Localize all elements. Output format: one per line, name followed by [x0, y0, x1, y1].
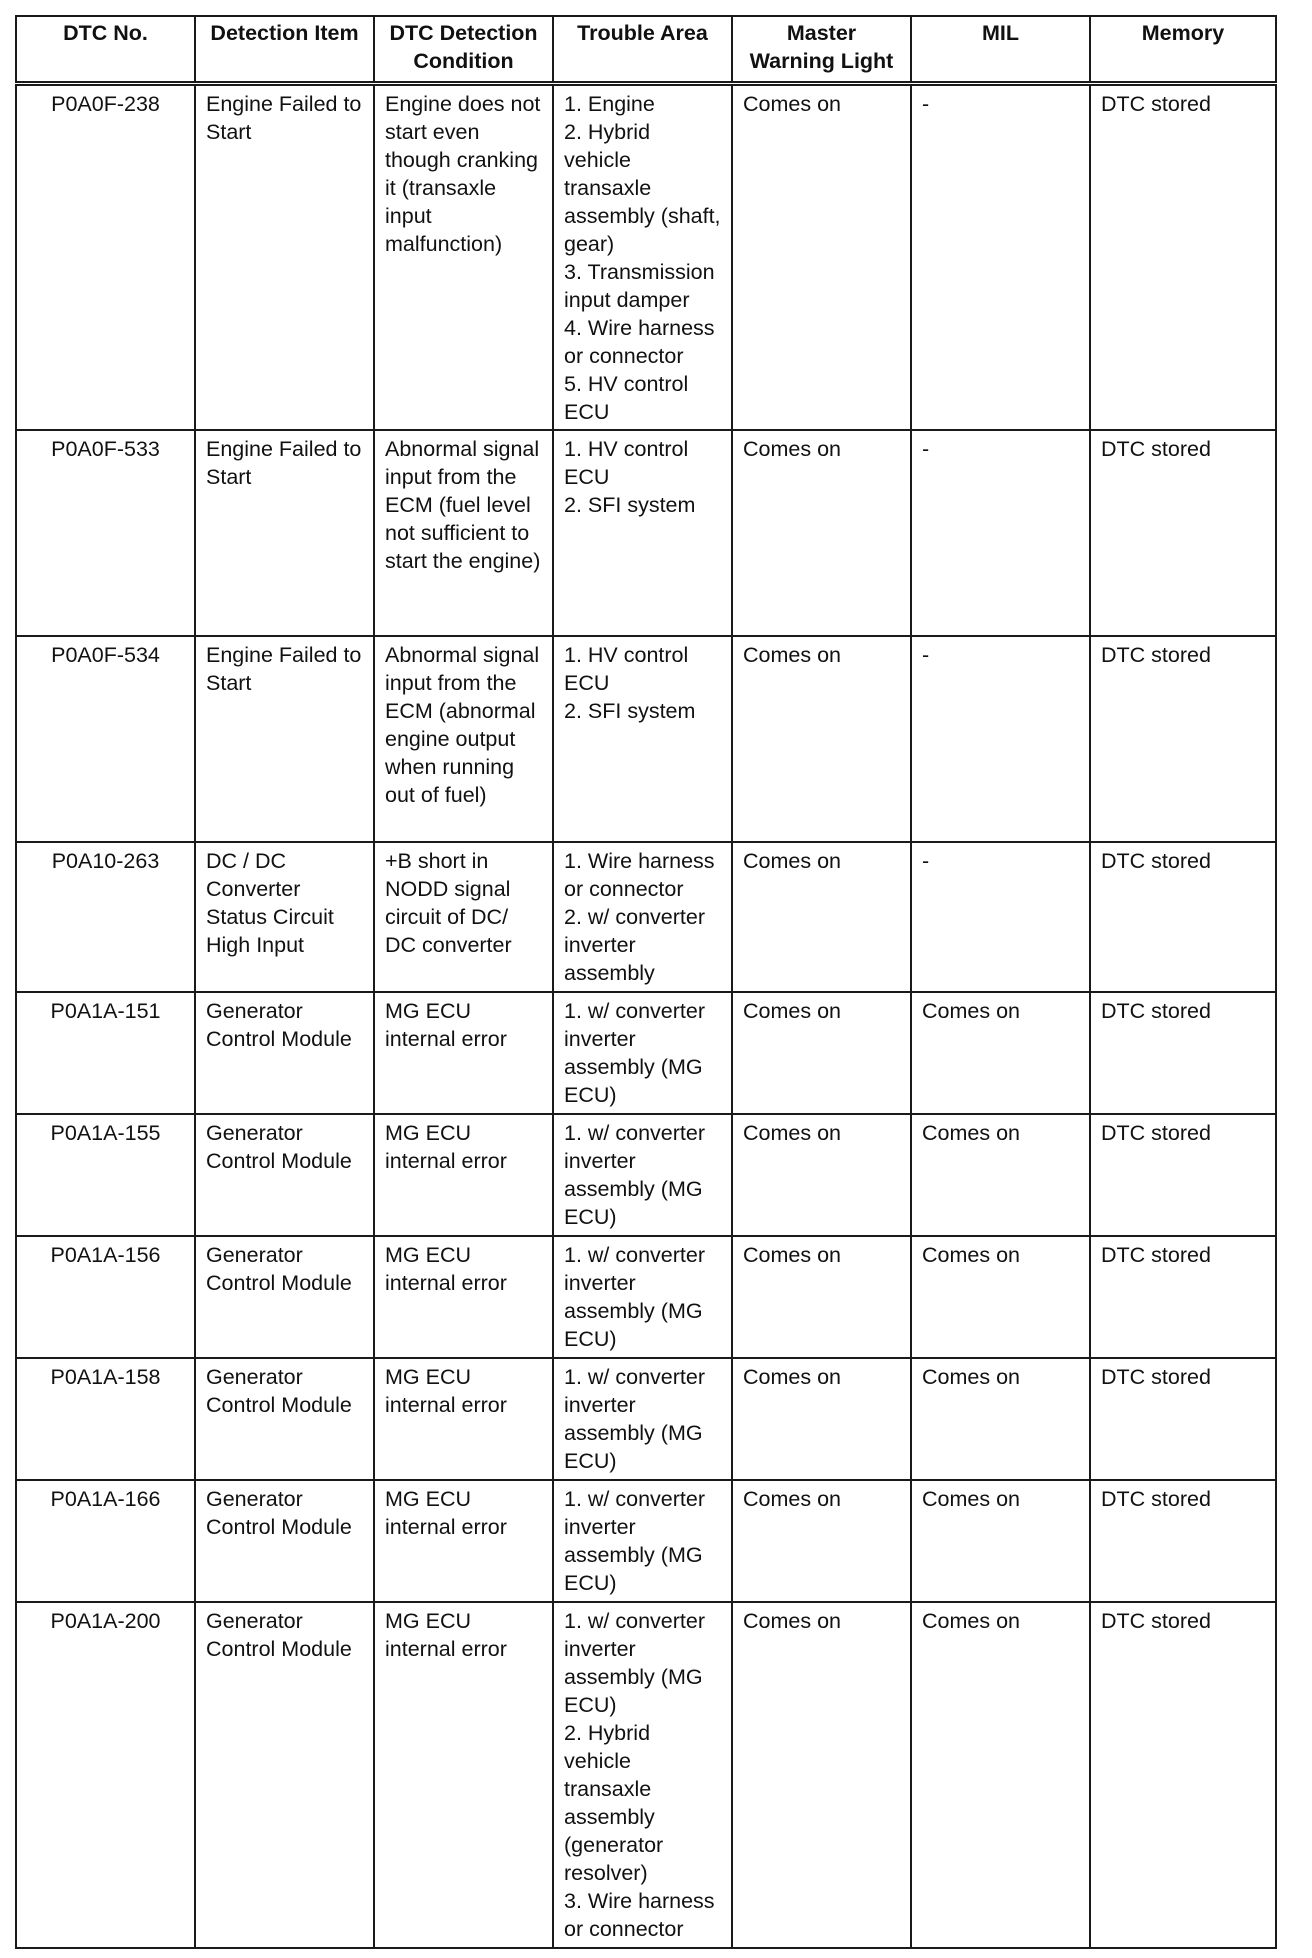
trouble-area-cell	[553, 842, 732, 992]
master-warning-cell: Comes on	[732, 1236, 911, 1358]
detection-condition-cell: Engine does not start even though cranking it (transaxle input malfunction)	[374, 84, 553, 430]
dtc-code-cell: P0A1A-151	[16, 992, 195, 1114]
mil-cell: -	[911, 430, 1090, 636]
table-row	[16, 1236, 1276, 1358]
trouble-area-entry: 2. w/ converter inverter assembly	[564, 904, 705, 985]
table-row	[16, 842, 1276, 992]
header-trouble-area: Trouble Area	[553, 16, 732, 84]
trouble-area-entry: 2. SFI system	[564, 492, 696, 517]
header-mil: MIL	[911, 16, 1090, 84]
memory-cell: DTC stored	[1090, 1114, 1276, 1236]
detection-item-cell: Engine Failed to Start	[195, 430, 374, 636]
detection-condition-cell: MG ECU internal error	[374, 1114, 553, 1236]
trouble-area-entry: 1. w/ converter inverter assembly (MG ECU)	[564, 1242, 705, 1351]
mil-cell: Comes on	[911, 992, 1090, 1114]
memory-cell: DTC stored	[1090, 430, 1276, 636]
trouble-area-entry: 1. w/ converter inverter assembly (MG ECU)	[564, 1364, 705, 1473]
header-dtc-no: DTC No.	[16, 16, 195, 84]
dtc-code-cell: P0A1A-200	[16, 1602, 195, 1948]
table-row	[16, 1480, 1276, 1602]
trouble-area-entry: 1. w/ converter inverter assembly (MG ECU)	[564, 1120, 705, 1229]
detection-condition-cell: Abnormal signal input from the ECM (abnormal engine output when running out of fuel)	[374, 636, 553, 842]
detection-condition-cell: Abnormal signal input from the ECM (fuel level not sufficient to start the engine)	[374, 430, 553, 636]
master-warning-cell: Comes on	[732, 1602, 911, 1948]
memory-cell: DTC stored	[1090, 842, 1276, 992]
trouble-area-cell	[553, 1358, 732, 1480]
detection-item-cell: Generator Control Module	[195, 1358, 374, 1480]
master-warning-cell: Comes on	[732, 1480, 911, 1602]
memory-cell: DTC stored	[1090, 84, 1276, 430]
table-row	[16, 992, 1276, 1114]
header-detection-item: Detection Item	[195, 16, 374, 84]
memory-cell: DTC stored	[1090, 1602, 1276, 1948]
mil-cell: Comes on	[911, 1480, 1090, 1602]
trouble-area-entry: 1. w/ converter inverter assembly (MG ECU)	[564, 998, 705, 1107]
dtc-code-cell: P0A0F-533	[16, 430, 195, 636]
memory-cell: DTC stored	[1090, 636, 1276, 842]
memory-cell: DTC stored	[1090, 992, 1276, 1114]
trouble-area-cell	[553, 1114, 732, 1236]
table-row	[16, 636, 1276, 842]
detection-condition-cell: MG ECU internal error	[374, 992, 553, 1114]
trouble-area-entry: 2. Hybrid vehicle transaxle assembly (generator resolver)	[564, 1720, 664, 1885]
memory-cell: DTC stored	[1090, 1358, 1276, 1480]
dtc-code-cell: P0A0F-238	[16, 84, 195, 430]
trouble-area-entry: 1. HV control ECU	[564, 436, 689, 489]
detection-item-cell: Generator Control Module	[195, 1114, 374, 1236]
trouble-area-cell	[553, 992, 732, 1114]
trouble-area-cell	[553, 1236, 732, 1358]
detection-item-cell: Generator Control Module	[195, 992, 374, 1114]
header-memory: Memory	[1090, 16, 1276, 84]
detection-condition-cell: MG ECU internal error	[374, 1358, 553, 1480]
detection-item-cell: DC / DC Converter Status Circuit High Input	[195, 842, 374, 992]
dtc-code-cell: P0A10-263	[16, 842, 195, 992]
master-warning-cell: Comes on	[732, 1358, 911, 1480]
mil-cell: -	[911, 636, 1090, 842]
memory-cell: DTC stored	[1090, 1236, 1276, 1358]
trouble-area-entry: 3. Transmission input damper	[564, 260, 715, 312]
header-detection-condition: DTC Detection Condition	[374, 16, 553, 84]
detection-condition-cell: MG ECU internal error	[374, 1602, 553, 1948]
memory-cell: DTC stored	[1090, 1480, 1276, 1602]
dtc-code-cell: P0A1A-166	[16, 1480, 195, 1602]
detection-item-cell: Engine Failed to Start	[195, 636, 374, 842]
detection-item-cell: Engine Failed to Start	[195, 84, 374, 430]
detection-condition-cell: MG ECU internal error	[374, 1480, 553, 1602]
dtc-code-cell: P0A1A-156	[16, 1236, 195, 1358]
detection-item-cell: Generator Control Module	[195, 1236, 374, 1358]
trouble-area-cell	[553, 84, 732, 430]
trouble-area-cell	[553, 1602, 732, 1948]
dtc-table	[15, 15, 1277, 1949]
trouble-area-entry: 2. Hybrid vehicle transaxle assembly (shaft, gear)	[564, 120, 721, 256]
trouble-area-entry: 1. w/ converter inverter assembly (MG ECU)	[564, 1486, 705, 1595]
table-row	[16, 1602, 1276, 1948]
master-warning-cell: Comes on	[732, 842, 911, 992]
trouble-area-entry: 3. Wire harness or connector	[564, 1888, 715, 1941]
dtc-code-cell: P0A1A-155	[16, 1114, 195, 1236]
master-warning-cell: Comes on	[732, 1114, 911, 1236]
header-row	[16, 16, 1276, 84]
master-warning-cell: Comes on	[732, 992, 911, 1114]
trouble-area-cell	[553, 636, 732, 842]
master-warning-cell: Comes on	[732, 636, 911, 842]
table-row	[16, 1358, 1276, 1480]
table-row	[16, 84, 1276, 430]
table-row	[16, 1114, 1276, 1236]
master-warning-cell: Comes on	[732, 84, 911, 430]
master-warning-cell: Comes on	[732, 430, 911, 636]
detection-item-cell: Generator Control Module	[195, 1480, 374, 1602]
mil-cell: -	[911, 84, 1090, 430]
mil-cell: Comes on	[911, 1236, 1090, 1358]
trouble-area-entry: 1. Engine	[564, 92, 655, 116]
mil-cell: Comes on	[911, 1358, 1090, 1480]
trouble-area-entry: 1. w/ converter inverter assembly (MG ECU)	[564, 1608, 705, 1717]
table-row	[16, 430, 1276, 636]
mil-cell: -	[911, 842, 1090, 992]
mil-cell: Comes on	[911, 1602, 1090, 1948]
trouble-area-cell	[553, 1480, 732, 1602]
trouble-area-entry: 5. HV control ECU	[564, 372, 689, 424]
detection-condition-cell: MG ECU internal error	[374, 1236, 553, 1358]
mil-cell: Comes on	[911, 1114, 1090, 1236]
trouble-area-entry: 2. SFI system	[564, 698, 696, 723]
dtc-code-cell: P0A1A-158	[16, 1358, 195, 1480]
detection-condition-cell: +B short in NODD signal circuit of DC/ DC converter	[374, 842, 553, 992]
trouble-area-cell	[553, 430, 732, 636]
dtc-code-cell: P0A0F-534	[16, 636, 195, 842]
detection-item-cell: Generator Control Module	[195, 1602, 374, 1948]
trouble-area-entry: 1. Wire harness or connector	[564, 848, 715, 901]
header-master-warning-light: Master Warning Light	[732, 16, 911, 84]
trouble-area-entry: 4. Wire harness or connector	[564, 316, 715, 368]
trouble-area-entry: 1. HV control ECU	[564, 642, 689, 695]
